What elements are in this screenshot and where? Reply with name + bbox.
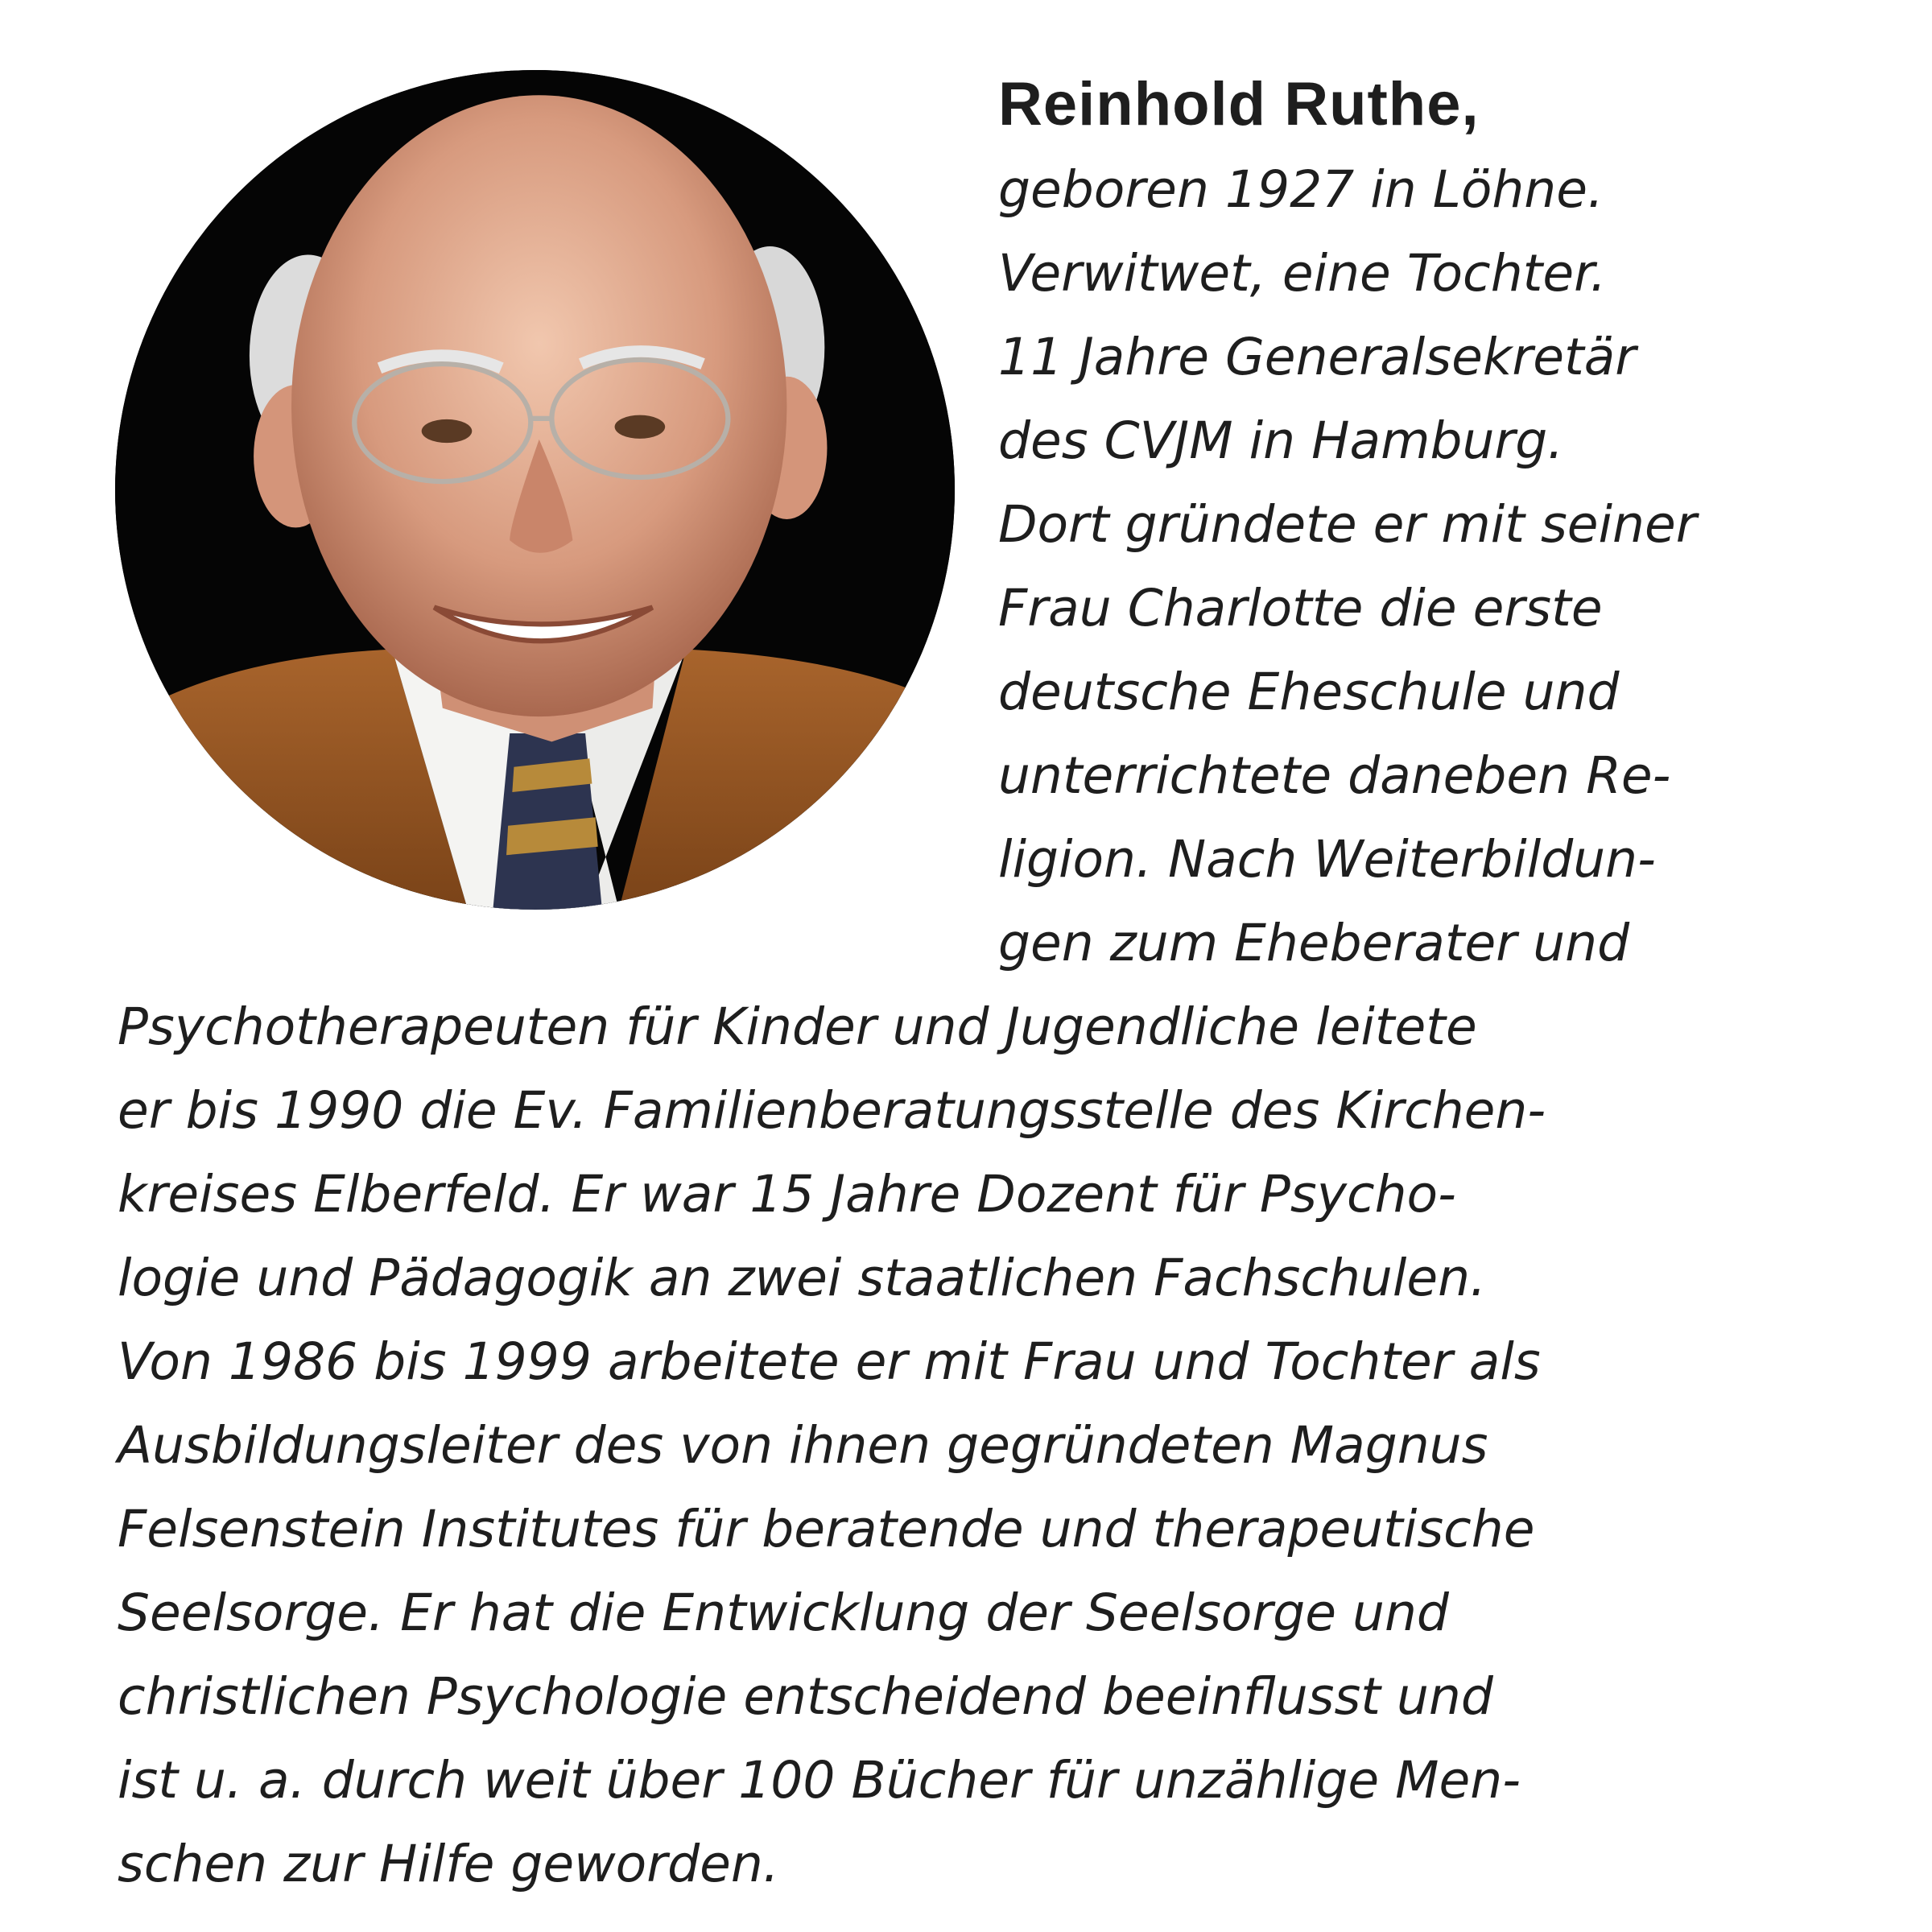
bio-line: ligion. Nach Weiterbildun- [998,830,1656,889]
portrait-photo [115,70,955,910]
bio-line: des CVJM in Hamburg. [998,411,1564,470]
bio-line: logie und Pädagogik an zwei staatlichen Fachschulen. [118,1249,1487,1307]
bio-line: Felsenstein Institutes für beratende und therapeutische [118,1500,1535,1558]
bio-line: geboren 1927 in Löhne. [998,160,1604,219]
bio-line: schen zur Hilfe geworden. [118,1835,779,1893]
bio-line: Verwitwet, eine Tochter. [998,244,1607,303]
bio-line: Frau Charlotte die erste [998,579,1603,638]
bio-line: gen zum Eheberater und [998,914,1630,972]
bio-line: Ausbildungsleiter des von ihnen gegründeten Magnus [118,1416,1488,1475]
bio-line: christlichen Psychologie entscheidend beeinflusst und [118,1667,1493,1726]
bio-line: er bis 1990 die Ev. Familienberatungsstelle des Kirchen- [118,1081,1546,1140]
bio-line: ist u. a. durch weit über 100 Bücher für unzählige Men- [118,1751,1521,1810]
bio-line: deutsche Eheschule und [998,663,1620,721]
bio-line: Psychotherapeuten für Kinder und Jugendliche leitete [118,997,1477,1056]
author-name: Reinhold Ruthe, [998,70,1480,138]
bio-line: Von 1986 bis 1999 arbeitete er mit Frau und Tochter als [118,1332,1541,1391]
bio-line: kreises Elberfeld. Er war 15 Jahre Dozent für Psycho- [118,1165,1456,1224]
bio-line: 11 Jahre Generalsekretär [998,328,1637,386]
portrait-illustration [115,70,955,910]
bio-line: Dort gründete er mit seiner [998,495,1697,554]
bio-line: Seelsorge. Er hat die Entwicklung der Seelsorge und [118,1583,1449,1642]
bio-line: unterrichtete daneben Re- [998,746,1671,805]
